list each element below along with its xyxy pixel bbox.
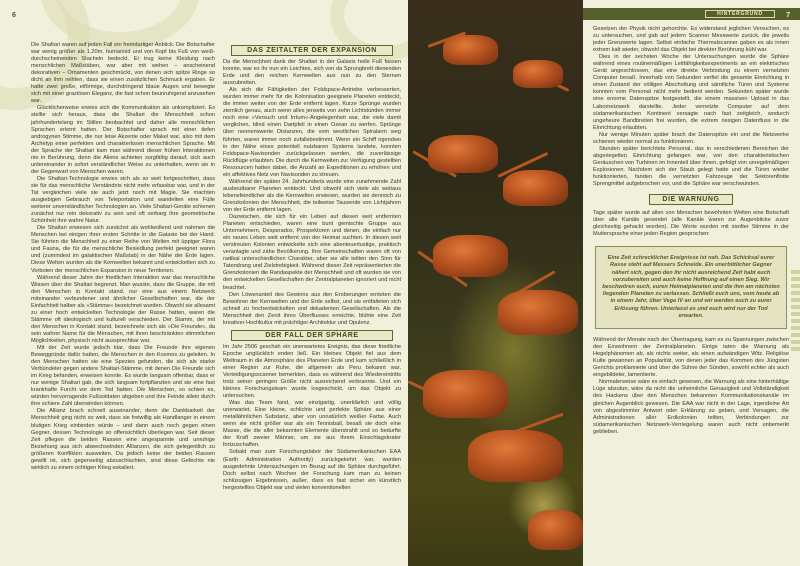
paragraph: Die Allianz brach schnell auseinander, denn die Dankbarkeit der Menschheit ging nicht so weit, dass sie freiwillig als Handlanger in einem blutigen Krieg einbinden würde – und dann auch noch gegen einen Gegner, dessen Technologie so offensichtlich überlegen war. Seit dieser Zeit pflegen die beiden Rassen eine angespannte und unruhige Beziehung aus sich abwechselnden Allianzen, die sich gelegentlich zu größeren Konflikten ausweiten. Da jedoch keine der beiden Rassen gewillt ist, sich gegenseitig abzuschlachten, sind diese Gefechte nie wirklich zu einem richtigen Krieg eskaliert.	[31, 408, 215, 471]
walker-machine	[423, 370, 508, 418]
paragraph: Dies in der sechsten Woche der Untersuchungen wurde die Sphäre während eines routinemäßigen Leitfähigkeitsexperiments an ein elektrisches Gerät angeschlossen, das eine direkte Verbindung zu einem vernetzten Computer besaß. Innerhalb von Sekunden verfiel die gesamte Einrichtung in einen Zustand der völligen Abschottung und sämtliche Türen und Systeme konnten vom Personal nicht mehr bedient werden. Sekunden später wurde eine enorme Datenspitze festgestellt, die einem massiven Upload in das Labornetzwerk darstellte. Jeder vernetzte Computer auf dem südamerikanischen Kontinent versagte nach fast zeitgleich, wodurch ungeheure Bandbreiten frei wurden, die extrem riesigen Datenfluss in die Einrichtung erlaubten.	[593, 54, 789, 131]
paragraph: Was das Team fand, war einzigartig, unerklärlich und völlig unerwartet. Eine kleine, schlichte und perfekte Sphäre aus einer metallähnlichen Substanz, aber von unnatürlich weißer Farbe. Auch wenn sie nicht größer war als ein Tennisball, besaß sie doch eine Masse, die die aller bekannten Elemente überstrahlt und so bedurfte der Kraft zweier Männer, um sie aus ihrem Einschlagskrater fortzuschaffen.	[223, 400, 401, 449]
walker-machine	[428, 135, 498, 173]
paragraph: Sobald man zum Forschungslabor der Südamerikanischen EAA (Earth Administration Authority) zurückgekehrt war, wurden ausgedehnte Untersuchungen im Bezug auf die Sphäre durchgeführt. Doch selbst nach Wochen der Forschung kam man zu keinen schlüssigen Ergebnissen, außer, dass es fast sicher ein künstlich hergestelltes Objekt war und vielen konventionellen	[223, 449, 401, 491]
paragraph: Normalerweise wäre es einfach gewesen, die Warnung als eine hinterhältige Lüge abzutun, wäre da nicht die unheimliche Genauigkeit und Vollständigkeit des Hackens über den Menschen bekannten Kommunikationskanäle im gleichen Augenblick gewesen. Die EAA war nicht in der Lage, irgendeine Art von abgestimmter Antwort oder Erklärung zu geben, und Versagen, die Administrationen aller Erdkolonien teilten, Verbindungen zur südamerikanischen Netzwerk-Verriegelung waren auch nicht unbemerkt geblieben.	[593, 379, 789, 435]
walker-machine	[513, 60, 563, 88]
page-number-left: 6	[12, 12, 16, 19]
paragraph: Die Shaltari-Technologie erwies sich als so weit fortgeschritten, dass sie für das menschliche Verständnis nicht mehr erfassbar war, und in der Tat vergleichen viele sie auch jetzt noch mit Magie. Sie machten ausgiebigen Gebrauch von Teleportation und wandelten eine Fülle weiterer unverständlicher Technologien an. Viele Shaltari-Geräte schienen zunächst nur rein dekorativ zu sein und oft verbarg ihre geometrische Schönheit ihre wahre Natur.	[31, 175, 215, 225]
walker-machine	[498, 290, 578, 335]
paragraph: Stunden später berichtete Personal, das in verschiedenen Bereichen der abgeriegelten Einrichtung gefangen war, von den charakteristischen Geräuschen von Turbinen im Innenteil über ihnen, gefolgt von unregelmäßigen Explosionen. Nachdem sich der Staub gelegt hatte und die Türen wieder funktionierten, fanden die vernetzten Fahrzeuge der Sektorenflotte Sprengmittel aufgebrochen vor, und die Sphäre war verschwunden.	[593, 145, 789, 188]
walker-machine	[433, 235, 508, 277]
section-heading-warning: DIE WARNUNG	[649, 194, 733, 205]
paragraph: Als sich die Fähigkeiten der Foldspace-Antriebe verbesserten, wurden immer mehr für die Kolonisation geeignete Planeten entdeckt, die immer weiter von der Erde entfernt lagen. Kurze Sprünge wurden ziemlich genau, auch wenn alles jenseits von zehn Lichtstunden immer noch eine »Versuch und Irrtum«-Angelegenheit war, die viele damit verglichen, blind einen Dartpfeil in einen Ozean zu werfen. Sprünge über nennenswerte Distanzen, die vom westlichen Spiralarm weg führten, waren immer noch zufallsbestimmt. Wenn ein Schiff irgendwo in der Nähe eines potentiell nutzbaren Systems landete, konnten Foldspace-Navisonden zurückgelassen werden, die zuverlässige Rückflüge erlaubten. Die durch die Kernwelten zur Verfügung gestellten Ressourcen hatten dabei, die Anzahl an Expeditionen zu erhöhen und ein affektives Netz von Navisonden zu streuen.	[223, 87, 401, 178]
paragraph: Während der späten 24. Jahrhunderts wurde eine zunehmende Zahl ausbeutbarer Planeten entdeckt. Und obwohl sich viele als weitaus lebensfeindlicher als die Kernwelten erwiesen, wurden sie dennoch zu Grenzkolonien der Menschheit, die teilweise Tausende von Lichtjahren von der Erde entfernt lagen.	[223, 178, 401, 213]
paragraph: Im Jahr 2506 geschah ein unerwartetes Ereignis, das diese friedliche Epoche unglücklich enden ließ. Ein kleines Objekt fiel aus dem Weltraum in die Atmosphäre des Planeten Erde und kam schließlich in einer Region zur Ruhe, die allgemein als Peru bekannt war. Verteidigungsscanner bemerkten, dass es während des Wiedereintritts trotz seiner geringen Größe nicht ausreichend verbrannte. Und ein kleines Forschungsteam wurde losgeschickt, um das Objekt zu untersuchen.	[223, 343, 401, 400]
paragraph: Nur wenige Minuten später brach die Datenspitze ein und die Netzwerke schienen wieder normal zu funktionieren.	[593, 131, 789, 145]
paragraph: Glücklicherweise erwies sich die Kommunikation als unkompliziert. Es stellte sich heraus, dass die Shaltari die Menschheit schon jahrhundertelang im Stillen beobachtet und daher alle menschlichen Sprachen erlernt hatten. Der Botschafter sprach mit einer tiefen androgynen Stimme, die nur leise Akzente oder Makel war, also mit dem Archetyp einer perfekten und charakterlosen menschlichen Sprache. Mit der Sprache der Shaltari kam man während dieser frühen Interaktionen nie in Berührung, denn die Aliens achteten sorgfältig darauf, sich auch untereinander in sofort verständlicher Weise zu unterhalten, wenn sie in der Gegenwart von Menschen waren.	[31, 105, 215, 175]
paragraph: Dazwischen, die sich für ein Leben auf diesen weit entfernten Planeten entschieden, waren eine bunt gemischte Gruppe aus Unternehmern, Desperados, Prospektoren und denen, die einfach nur ein neues Leben weit entfernt von der Heimat suchten. In diesen weit verstreuten Kolonien entwickelte sich eine abenteuerlustige, praktisch veranlagte und zähe Bevölkerung. Ihre Gemeinschaften waren oft von radikal unterschiedlichen Charakter, aber sie alle teilten den Sinn für Tatendrang und Zielstrebigkeit. Während dieser Zeit repräsentierten die Grenzkolonien die Randaspekte der Menschheit und oft wurden sie von den entwickelten Gesellschaften der Zentralplaneten ignoriert und nicht beachtet.	[223, 214, 401, 291]
paragraph: Den Löwenanteil des Gewinns aus den Eroberungen ernteten die Bewohner der Kernwelten und der Erde selbst, und sie entfalteten sich schnell zu hochentwickelten und dekadenten Gesellschaften. Als die Menschheit den Zenit ihres Überflusses erreichte, blühte eine Zeit kreativer Hochkultur mit prächtiger Architektur und Opulenz.	[223, 291, 401, 326]
right-column	[593, 26, 789, 560]
section-heading-sphere: DER FALL DER SPHÄRE	[231, 330, 393, 341]
section-heading-expansion: DAS ZEITALTER DER EXPANSION	[231, 45, 393, 56]
side-decoration	[791, 270, 800, 360]
section-label: HINTERGRUND	[705, 10, 775, 18]
paragraph: Die Shaltari erwiesen sich zunächst als wohlwollend und nahmen die Menschen bei einigen ihrer ersten Schritte in die Galaxie bei der Hand. Sie führten die Menschheit zu einer Reihe von Welten mit üppiger Flora und Fauna, die für die menschliche Besiedlung perfekt geeignet waren und (zumindest im galaktischen Maßstab) in der Nähe der Erde lagen. Diese Welten wurden als die Kernwelten bekannt und entwickelten sich zu Vorboten der menschlichen Expansion in neue Territorien.	[31, 225, 215, 274]
left-column-2	[223, 42, 401, 552]
left-column-1	[31, 42, 215, 552]
paragraph: Gesetzen der Physik nicht gehorchte. Es widerstand jeglichen Versuchen, es zu untersuchen, und gab auf jedem Scanner Messwerte zurück, die jeweils jeder Grenzwerte lagen. Selbst einfache Thermalscanner gaben es als innen extrem kalt wieder, obwohl das Objekt bei direkter Berührung kühl war.	[593, 26, 789, 54]
paragraph: Da die Menschheit dank der Shaltari in der Galaxis heile Fuß fassen konnte, war es ihr nun ein Leichtes, sich von da Sprungbrett dienenden Erde und den reichen Kernwelten aus nun zu den Sternen auszubreiten.	[223, 59, 401, 87]
walker-machine	[468, 430, 563, 482]
right-page	[583, 0, 800, 566]
battle-illustration	[408, 0, 583, 566]
paragraph: Tage später wurde auf allen von Menschen bewohnten Welten eine Botschaft über alle Kanäle gesendet (alle Kanäle waren zur Augenblicke zuvor gleichzeitig gehackt worden). Die Worte wurden mit sanfter Stimme in der Muttersprache einer jeden Region gesprochen:	[593, 210, 789, 238]
paragraph: Während der Monate nach der Übertragung, kam es zu Spannungen zwischen den Einwohnern der Zentralplaneten. Einige taten die Warnung als Hegelphänomen ab, als nichts weiter, als einen aufwändigen Witz. Religiöse Kulte gewannen an Popularität, von denen jeder das Kommen des Jüngsten Gerichts proklamierte und über die Sühne der Sünden, sowohl echter als auch eingebildeter, lamentierte.	[593, 337, 789, 379]
page-number-right: 7	[786, 12, 790, 19]
paragraph: Die Shaltari waren auf jeden Fall ein fremdartiger Anblick. Der Botschafter war wenig größer als 1,20m, humanoid und von Kopf bis Fuß von weiß-durchscheinenden Stacheln bedeckt. Er trug keine Kleidung nach menschlichen Maßstäben, war aber mit wehen – anscheinend dekorativen – Ornamenten geschmückt, von denen sich spitze Ringe so dicht an ihm reihten, dass sie einen zusätzlichen Schmuck ergaben. Er hatte zwei große, eiförmige, durchdringend blaue Augen und bewegte sich mit einer graziösen Eleganz, die fast schon beunruhigend anzusehen war.	[31, 42, 215, 105]
walker-machine	[443, 35, 498, 65]
warning-quote-box: Eine Zeit schrecklicher Ereignisse ist nah. Das Schicksal eurer Rasse steht auf Messers Schneide. Ein unerbittlicher Gegner nähert sich, gegen den ihr nicht ausreichend Zeit habt euch vorzubereiten und auch keine Hoffnung auf einen Sieg. Wir beschwören euch, euren Heimatplaneten und die ihm am nächsten liegenden Planeten zu verlassen. Schließt euch uns, vom heute ab in einem Jahr, über Vega IV an und wir werden euch zu eurer Erlösung führen. Unterlasst es und euch wird nur der Tod erwarten.	[595, 246, 787, 329]
paragraph: Während dieser Jahre der friedlichen Interaktion war das menschliche Wissen über die Shaltari begrenzt. Man wusste, dass die Gruppe, die mit den Menschen in Kontakt stand, nur eine aus einem Netzwerk miteinander verbundener und ähnlicher Gesellschaften war, die der Einfachheit halber als »Stämme« bezeichnet wurden. Obwohl sie allesamt zu einer hoch entwickelten Technologie der Rasse hatten, waren die Stämme oft ideologisch und kulturell verschieden. Der Stamm, der mit den Menschen in Kontakt stand, bezeichnete sich als »Die Freunde«, da sein wahrer Name für die Menschen, mit ihren beschränkten stimmlichen Möglichkeiten, physisch nicht aussprechbar war.	[31, 274, 215, 344]
paragraph: Mit der Zeit wurde jedoch klar, dass Die Freunde ihre eigenen Beweggründe dafür hatten, die Menschen in den Kosmos zu geleiten. In den Menschen hatten sie eine Spezies gefunden, die sich als starke Verbündeter gegen andere Shaltari-Stämme, mit denen Die Freunde sich im Krieg befanden, erweisen konnte. Es wurde langsam offenbar, dass er nur wenige Shaltari gab, die sich langsam fortpflanzten und sie eine fast krankhafte Furcht vor dem Tod hatten. Die Menschen, so schien es, würden hervorragende Fußsoldaten abgeben und ihre Feinde allein durch ihre schiere Zahl überwinden können.	[31, 345, 215, 408]
walker-machine	[528, 510, 583, 550]
walker-machine	[503, 170, 568, 206]
